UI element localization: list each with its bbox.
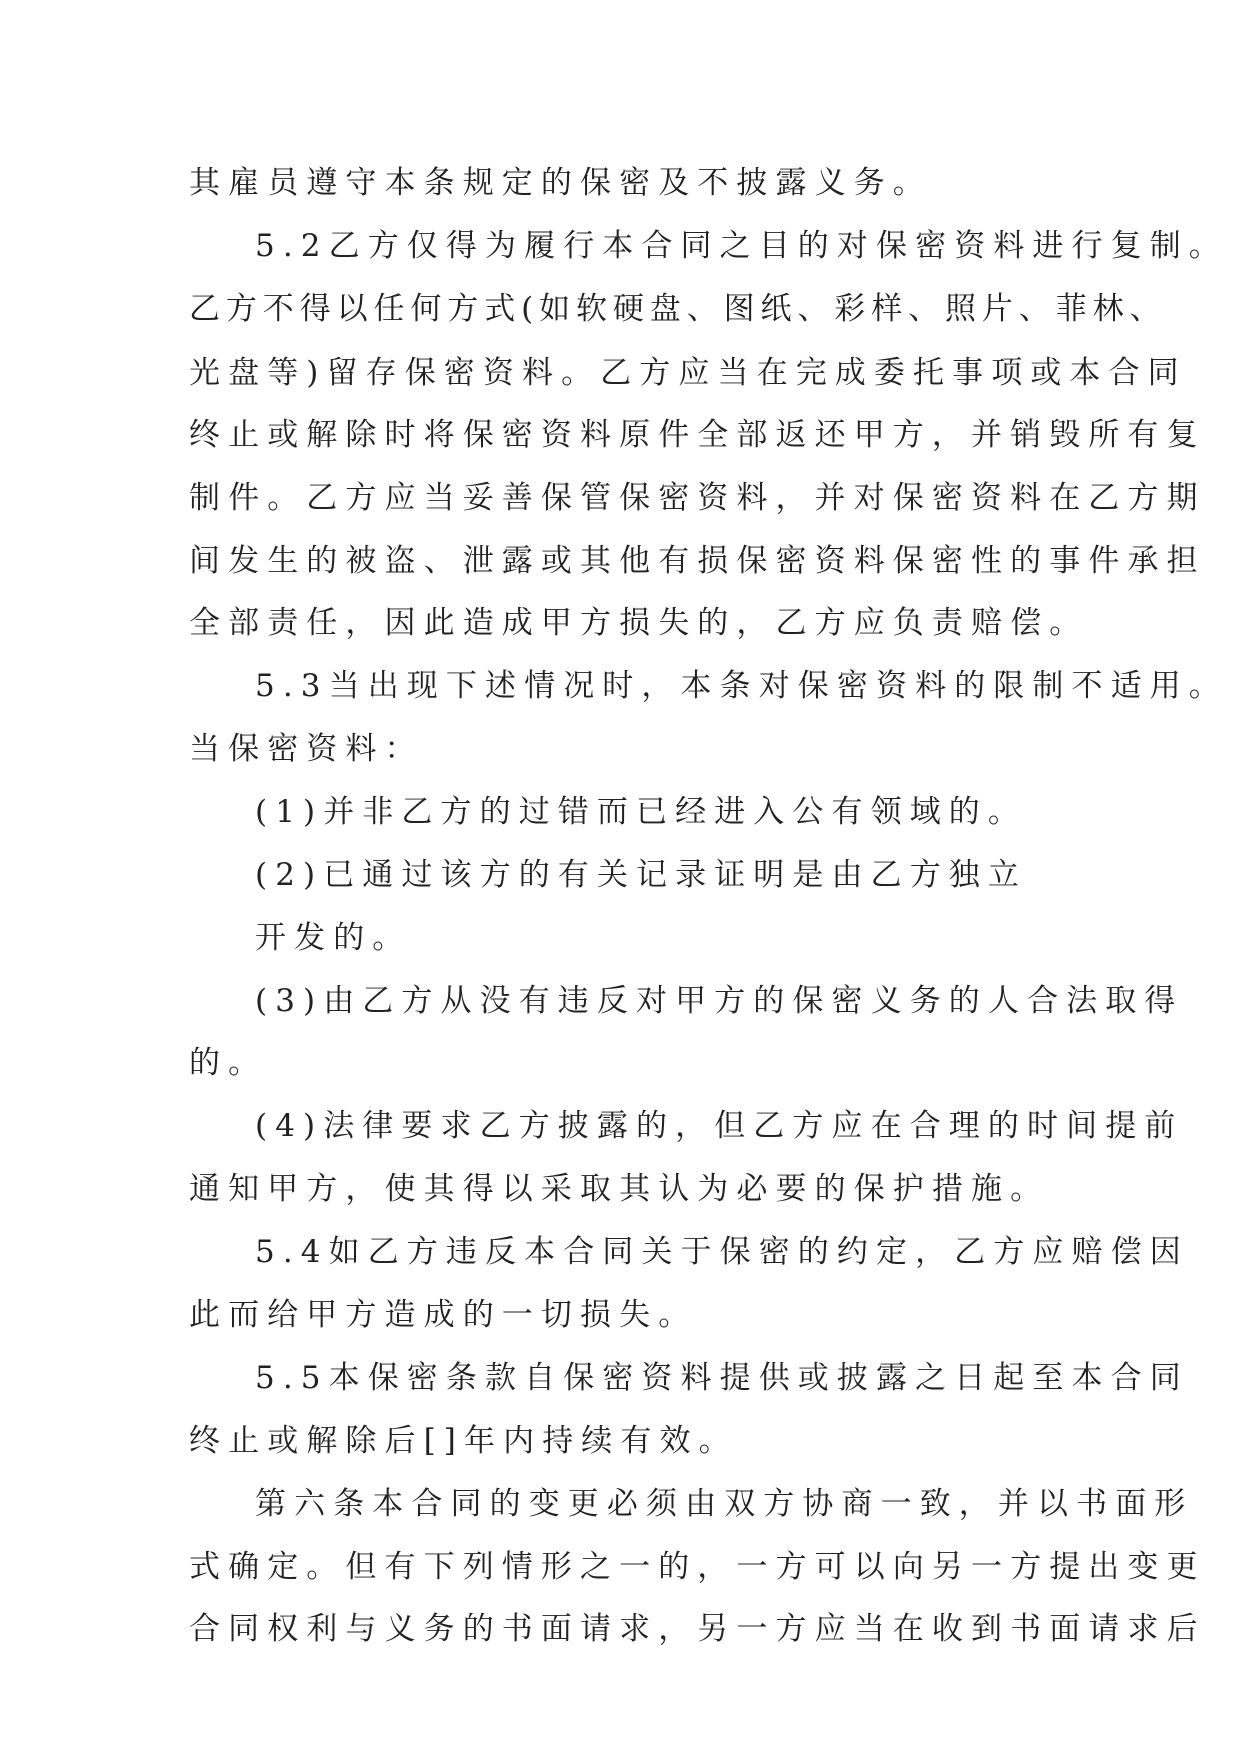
text-line: 制件。乙方应当妥善保管保密资料，并对保密资料在乙方期 <box>189 480 1206 516</box>
text-line: 光盘等)留存保密资料。乙方应当在完成委托事项或本合同 <box>189 355 1187 391</box>
text-line: 5.5本保密条款自保密资料提供或披露之日起至本合同 <box>255 1360 1189 1396</box>
text-line: 合同权利与义务的书面请求，另一方应当在收到书面请求后 <box>189 1611 1206 1647</box>
text-line: 终止或解除时将保密资料原件全部返还甲方，并销毁所有复 <box>189 417 1206 453</box>
text-line: 乙方不得以任何方式(如软硬盘、图纸、彩样、照片、菲林、 <box>189 291 1167 327</box>
text-line: 当保密资料： <box>189 731 424 767</box>
text-line: 此而给甲方造成的一切损失。 <box>189 1297 698 1333</box>
text-line: 通知甲方，使其得以采取其认为必要的保护措施。 <box>189 1171 1050 1207</box>
text-line: 第六条本合同的变更必须由双方协商一致，并以书面形 <box>255 1486 1194 1522</box>
text-line: (4)法律要求乙方披露的，但乙方应在合理的时间提前 <box>255 1108 1184 1144</box>
text-line: 开发的。 <box>255 920 412 956</box>
text-line: 终止或解除后[]年内持续有效。 <box>189 1423 738 1459</box>
text-line: (2)已通过该方的有关记录证明是由乙方独立 <box>255 857 1028 893</box>
text-line: (3)由乙方从没有违反对甲方的保密义务的人合法取得 <box>255 983 1184 1019</box>
text-line: 式确定。但有下列情形之一的，一方可以向另一方提出变更 <box>189 1549 1206 1585</box>
text-line: 5.2乙方仅得为履行本合同之目的对保密资料进行复制。 <box>255 228 1228 264</box>
text-line: 5.4如乙方违反本合同关于保密的约定，乙方应赔偿因 <box>255 1234 1189 1270</box>
text-line: 间发生的被盗、泄露或其他有损保密资料保密性的事件承担 <box>189 543 1206 579</box>
text-line: 的。 <box>189 1045 268 1081</box>
text-line: 其雇员遵守本条规定的保密及不披露义务。 <box>189 165 932 201</box>
text-line: (1)并非乙方的过错而已经进入公有领域的。 <box>255 794 1028 830</box>
text-line: 5.3当出现下述情况时，本条对保密资料的限制不适用。 <box>255 668 1228 704</box>
text-line: 全部责任，因此造成甲方损失的，乙方应负责赔偿。 <box>189 605 1089 641</box>
